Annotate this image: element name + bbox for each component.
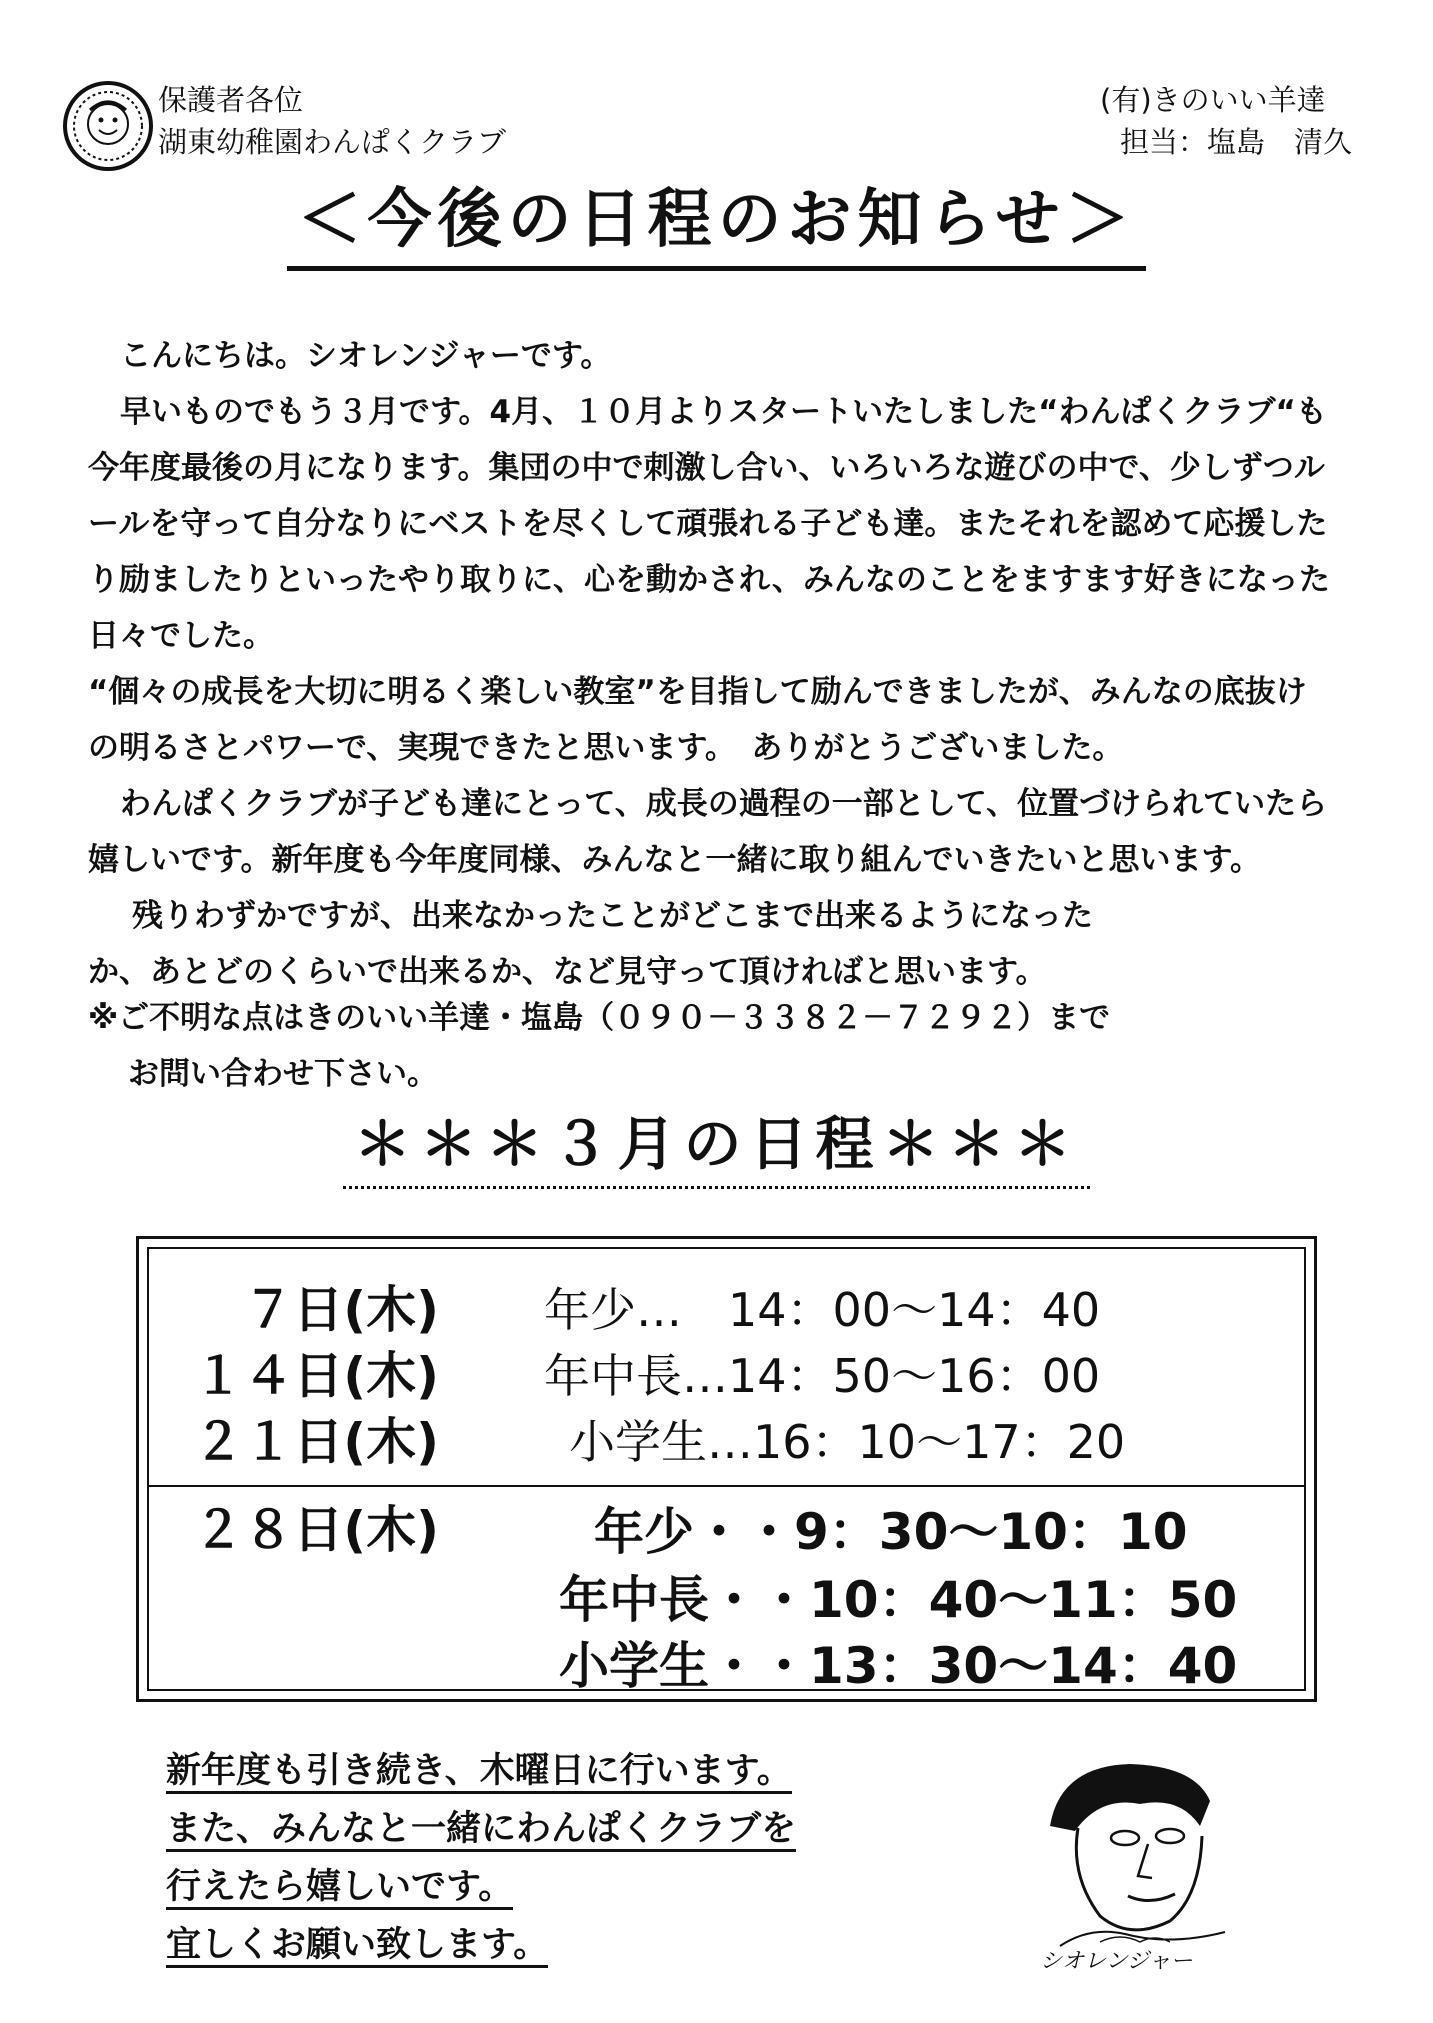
body-line: り励ましたりといったやり取りに、心を動かされ、みんなのことをますます好きになった	[88, 562, 1330, 598]
body-line: こんにちは。シオレンジャーです。	[120, 338, 612, 374]
body-line: “個々の成長を大切に明るく楽しい教室”を目指して励んできましたが、みんなの底抜け	[88, 674, 1307, 710]
recipient-line-2: 湖東幼稚園わんぱくクラブ	[158, 125, 507, 159]
schedule-divider	[149, 1485, 1304, 1487]
schedule-box	[136, 1236, 1317, 1702]
footer-line	[166, 1916, 796, 1974]
body-line: 日々でした。	[88, 618, 274, 654]
contact-person: 担当：塩島 清久	[1120, 125, 1353, 159]
company-name: (有)きのいい羊達	[1100, 83, 1326, 117]
schedule-date: １４日(木)	[193, 1347, 439, 1405]
footer-line	[166, 1742, 796, 1800]
club-logo-seal	[62, 80, 154, 172]
body-line: 今年度最後の月になります。集団の中で刺激し合い、いろいろな遊びの中で、少しずつル	[88, 450, 1325, 486]
portrait-caption: シオレンジャー	[1040, 1949, 1193, 1974]
body-line: 残りわずかですが、出来なかったことがどこまで出来るようになった	[132, 898, 1093, 934]
schedule-date-special: ２８日(木)	[193, 1501, 439, 1559]
footer-message	[166, 1742, 796, 1974]
schedule-date: ２１日(木)	[193, 1413, 439, 1471]
schedule-slot-special: 年少・・9：30～10：10	[594, 1503, 1188, 1561]
footer-line-text: また、みんなと一緒にわんぱくクラブを	[166, 1809, 796, 1852]
page-title-text: ＜今後の日程のお知らせ＞	[287, 178, 1145, 271]
body-line: の明るさとパワーで、実現できたと思います。 ありがとうございました。	[88, 730, 1124, 766]
shioranger-portrait-illustration	[1030, 1756, 1240, 1956]
footer-line	[166, 1858, 796, 1916]
body-line: ールを守って自分なりにベストを尽くして頑張れる子ども達。またそれを認めて応援した	[88, 506, 1328, 542]
contact-note	[88, 990, 1110, 1102]
schedule-slot-special: 年中長・・10：40～11：50	[559, 1571, 1238, 1629]
contact-line-2: お問い合わせ下さい。	[128, 1056, 438, 1092]
footer-line	[166, 1800, 796, 1858]
schedule-date: ７日(木)	[243, 1281, 439, 1339]
march-schedule-title-text: ＊＊＊３月の日程＊＊＊	[343, 1108, 1089, 1189]
body-line: 嬉しいです。新年度も今年度同様、みんなと一緒に取り組んでいきたいと思います。	[88, 842, 1262, 878]
schedule-slot: 年中長…14：50～16：00	[544, 1349, 1101, 1403]
schedule-slot-special: 小学生・・13：30～14：40	[559, 1637, 1238, 1695]
body-line: か、あとどのくらいで出来るか、など見守って頂ければと思います。	[88, 954, 1047, 990]
body-line: 早いものでもう３月です。4月、１０月よりスタートいたしました“わんぱくクラブ“も	[120, 394, 1327, 430]
body-line: わんぱくクラブが子ども達にとって、成長の過程の一部として、位置づけられていたら	[120, 786, 1328, 822]
contact-line-1: ※ご不明な点はきのいい羊達・塩島（０９０－３３８２－７２９２）まで	[88, 1000, 1111, 1036]
schedule-inner-frame	[147, 1247, 1306, 1695]
schedule-slot: 小学生…16：10～17：20	[569, 1415, 1126, 1469]
recipient-line-1: 保護者各位	[158, 83, 304, 117]
footer-line-text: 新年度も引き続き、木曜日に行います。	[166, 1751, 792, 1794]
march-schedule-title	[0, 1108, 1433, 1189]
footer-line-text: 行えたら嬉しいです。	[166, 1867, 513, 1910]
footer-line-text: 宜しくお願い致します。	[166, 1925, 548, 1968]
page-title	[0, 178, 1433, 271]
schedule-slot: 年少… 14：00～14：40	[544, 1283, 1101, 1337]
letter-body	[88, 328, 1350, 1000]
